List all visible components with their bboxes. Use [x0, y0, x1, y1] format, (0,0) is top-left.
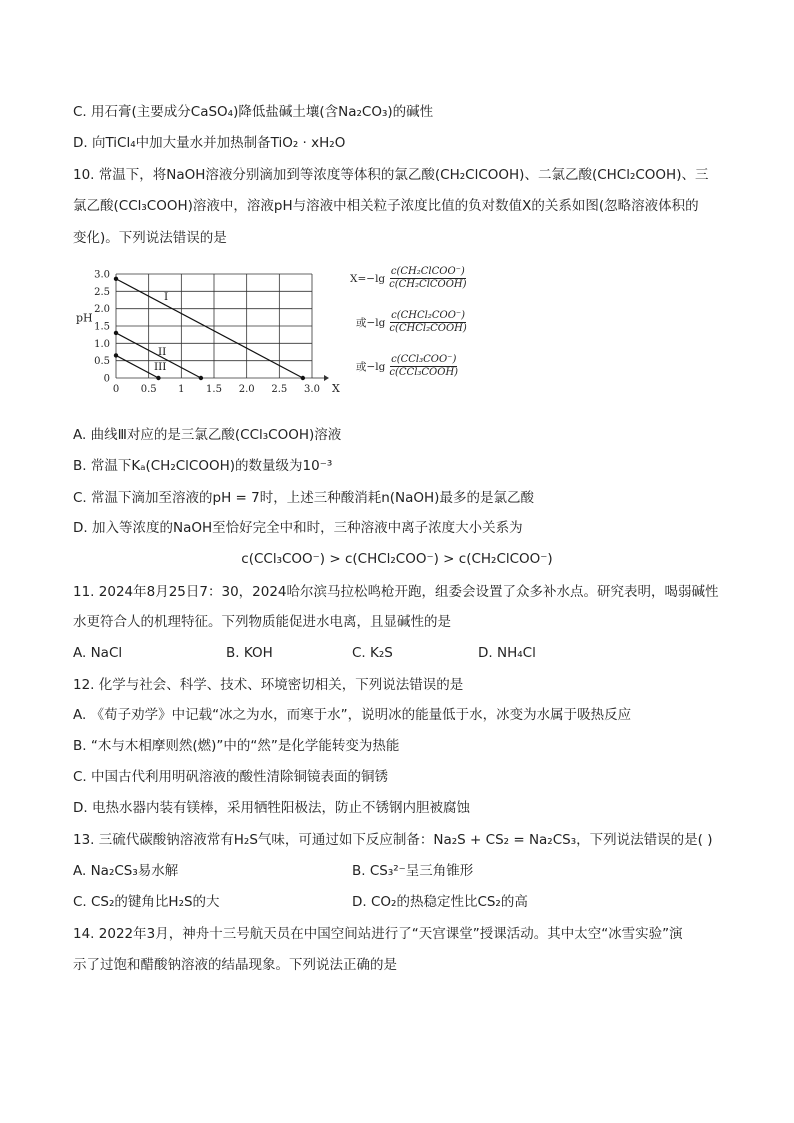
legend-fraction [389, 310, 466, 335]
series-end-point [301, 376, 305, 380]
q9-option-c: C. 用石膏(主要成分CaSO₄)降低盐碱土壤(含Na₂CO₃)的碱性 [73, 104, 434, 120]
series-line-III [116, 355, 158, 378]
q11-stem-line1: 11. 2024年8月25日7：30，2024哈尔滨马拉松鸣枪开跑，组委会设置了众多补水点。研究表明，喝弱碱性 [73, 584, 719, 600]
q14-stem-line2: 示了过饱和醋酸钠溶液的结晶现象。下列说法正确的是 [73, 957, 397, 973]
q12-stem: 12. 化学与社会、科学、技术、环境密切相关，下列说法错误的是 [73, 677, 464, 693]
q12-option-a: A. 《荀子劝学》中记载“冰之为水，而寒于水”，说明冰的能量低于水，冰变为水属于吸热反应 [73, 707, 632, 723]
x-tick-label: 1 [178, 384, 185, 395]
legend-prefix: X=−lg [350, 272, 386, 285]
series-label: II [158, 346, 167, 358]
y-axis-label: pH [76, 311, 93, 325]
series-end-point [156, 376, 160, 380]
x-axis-arrow [324, 375, 329, 381]
x-axis-label: X [332, 382, 340, 395]
legend-prefix: 或−lg [356, 361, 386, 373]
q13-option-a: A. Na₂CS₃易水解 [73, 863, 179, 879]
q10-option-a: A. 曲线Ⅲ对应的是三氯乙酸(CCl₃COOH)溶液 [73, 427, 342, 443]
series-start-point [114, 331, 118, 335]
q11-option-b: B. KOH [226, 645, 273, 661]
series-end-point [199, 376, 203, 380]
q12-option-c: C. 中国古代利用明矾溶液的酸性清除铜镜表面的铜锈 [73, 769, 389, 785]
q10-stem-line3: 变化)。下列说法错误的是 [73, 230, 227, 246]
q11-stem-line2: 水更符合人的机理特征。下列物质能促进水电离，且显碱性的是 [73, 614, 451, 630]
q10-option-d: D. 加入等浓度的NaOH至恰好完全中和时，三种溶液中离子浓度大小关系为 [73, 520, 523, 536]
q13-stem: 13. 三硫代碳酸钠溶液常有H₂S气味，可通过如下反应制备：Na₂S + CS₂ = Na₂CS₃，下列说法错误的是( ) [73, 832, 713, 848]
legend-numerator: c(CHCl₂COO⁻) [391, 310, 466, 321]
q11-option-c: C. K₂S [352, 645, 393, 661]
q13-option-d: D. CO₂的热稳定性比CS₂的高 [352, 894, 528, 910]
series-start-point [114, 353, 118, 357]
series-label: III [154, 361, 167, 373]
series-label: I [164, 291, 169, 303]
q10-stem-line2: 氯乙酸(CCl₃COOH)溶液中，溶液pH与溶液中相关粒子浓度比值的负对数值X的关系如图(忽略溶液体积的 [73, 198, 699, 214]
legend-formula [356, 354, 458, 379]
legend-formula [356, 310, 467, 335]
q10-option-b: B. 常温下Kₐ(CH₂ClCOOH)的数量级为10⁻³ [73, 458, 333, 474]
q12-option-d: D. 电热水器内装有镁棒，采用牺牲阳极法，防止不锈钢内胆被腐蚀 [73, 800, 470, 816]
y-tick-label: 1.0 [94, 338, 110, 350]
q10-option-d-formula: c(CCl₃COO⁻) > c(CHCl₂COO⁻) > c(CH₂ClCOO⁻) [241, 551, 553, 567]
q13-option-b: B. CS₃²⁻呈三角锥形 [352, 863, 474, 879]
y-tick-label: 2.5 [94, 286, 110, 298]
legend-numerator: c(CCl₃COO⁻) [391, 354, 457, 365]
x-tick-label: 2.5 [271, 384, 288, 395]
q10-stem-line1: 10. 常温下，将NaOH溶液分别滴加到等浓度等体积的氯乙酸(CH₂ClCOOH)、二氯乙酸(CHCl₂COOH)、三 [73, 167, 709, 183]
y-tick-label: 2.0 [94, 304, 110, 316]
legend-prefix: 或−lg [356, 317, 386, 329]
q10-option-c: C. 常温下滴加至溶液的pH = 7时，上述三种酸消耗n(NaOH)最多的是氯乙酸 [73, 490, 534, 506]
legend-denominator: c(CH₂ClCOOH) [389, 279, 467, 290]
x-tick-label: 0.5 [140, 384, 157, 395]
q12-option-b: B. “木与木相摩则然(燃)”中的“然”是化学能转变为热能 [73, 738, 400, 754]
legend-numerator: c(CH₂ClCOO⁻) [390, 266, 465, 277]
legend-denominator: c(CCl₃COOH) [389, 367, 459, 378]
x-tick-label: 1.5 [206, 384, 222, 395]
y-tick-label: 3.0 [94, 269, 110, 281]
legend-fraction [389, 354, 458, 379]
legend-denominator: c(CHCl₂COOH) [389, 323, 467, 334]
y-tick-label: 0 [103, 373, 110, 385]
y-tick-label: 0.5 [94, 356, 110, 368]
series-line-I [116, 279, 303, 378]
y-tick-label: 1.5 [94, 321, 110, 333]
series-start-point [114, 277, 118, 281]
x-tick-label: 2.0 [238, 384, 255, 395]
q9-option-d: D. 向TiCl₄中加大量水并加热制备TiO₂ · xH₂O [73, 135, 346, 151]
q14-stem-line1: 14. 2022年3月，神舟十三号航天员在中国空间站进行了“天宫课堂”授课活动。其中太空“冰雪实验”演 [73, 926, 683, 942]
x-tick-label: 0 [112, 384, 120, 395]
legend-formula [350, 266, 467, 291]
legend-fraction [389, 266, 466, 291]
q13-option-c: C. CS₂的键角比H₂S的大 [73, 894, 220, 910]
q11-option-a: A. NaCl [73, 645, 123, 661]
q11-option-d: D. NH₄Cl [478, 645, 536, 661]
x-tick-label: 3.0 [304, 384, 320, 395]
